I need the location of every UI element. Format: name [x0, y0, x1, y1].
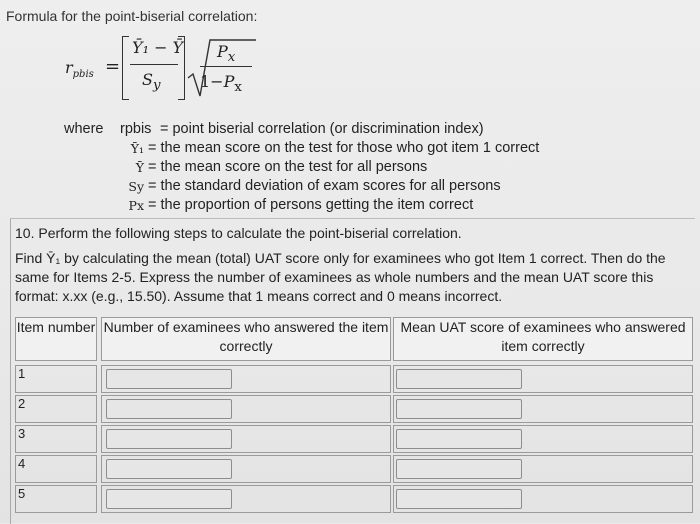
right-bracket — [178, 36, 185, 100]
count-input-item-3[interactable] — [106, 429, 232, 449]
mean-cell — [393, 485, 693, 513]
mean-cell — [393, 365, 693, 393]
question-heading: 10. Perform the following steps to calculate the point-biserial correlation. — [15, 225, 462, 241]
count-input-item-4[interactable] — [106, 459, 232, 479]
mean-cell — [393, 395, 693, 423]
table-row — [15, 363, 700, 393]
item-number: 3 — [15, 425, 97, 453]
definition-symbol: Sy — [128, 179, 144, 194]
mean-cell — [393, 425, 693, 453]
table-row — [15, 393, 700, 423]
header-mean-uat: Mean UAT score of examinees who answered item correctly — [393, 317, 693, 361]
mean-cell — [393, 455, 693, 483]
formula-mean-difference: Ȳ₁ − Ȳ — [132, 38, 184, 57]
count-input-item-1[interactable] — [106, 369, 232, 389]
question-block — [15, 224, 695, 312]
item-number: 5 — [15, 485, 97, 513]
formula-sd: $S_y$ — [142, 70, 161, 94]
definition-text: = point biserial correlation (or discrimination index) — [160, 121, 484, 137]
formula-one-minus-proportion: $1-P_x$ — [200, 72, 242, 96]
page-title: Formula for the point-biserial correlation: — [6, 8, 258, 24]
item-number: 1 — [15, 365, 97, 393]
count-input-item-5[interactable] — [106, 489, 232, 509]
table-row — [15, 423, 700, 453]
definition-text: = the mean score on the test for all persons — [148, 159, 428, 175]
item-number: 2 — [15, 395, 97, 423]
definition-text: = the standard deviation of exam scores for all persons — [148, 178, 501, 194]
question-body: Find Ȳ₁ by calculating the mean (total) UAT score only for examinees who got Item 1 correct. Then do the same for Items 2-5. Express the number of examinees as whole numbers and the mean UAT score this format: x.xx (e.g., 15.50). Assume that 1 means correct and 0 means incorrect. — [15, 250, 666, 304]
point-biserial-formula — [60, 36, 360, 106]
definition-symbol: Ȳ — [135, 160, 144, 175]
formula-proportion: $P_x$ — [217, 42, 236, 66]
count-cell — [101, 395, 391, 423]
header-count-correct: Number of examinees who answered the item correctly — [101, 317, 391, 361]
definition-symbol: Px — [128, 198, 144, 213]
fraction-bar — [130, 64, 178, 65]
mean-input-item-5[interactable] — [396, 489, 522, 509]
table-row — [15, 453, 700, 483]
mean-input-item-2[interactable] — [396, 399, 522, 419]
mean-input-item-1[interactable] — [396, 369, 522, 389]
where-label: where — [64, 121, 104, 137]
answer-table — [15, 317, 700, 523]
definition-symbol: Ȳ₁ — [130, 141, 144, 156]
formula-lhs: $r_{pbis}$ — [65, 58, 94, 81]
count-cell — [101, 365, 391, 393]
mean-input-item-4[interactable] — [396, 459, 522, 479]
count-cell — [101, 455, 391, 483]
count-cell — [101, 485, 391, 513]
definition-symbol: rpbis — [120, 121, 152, 137]
definition-text: = the proportion of persons getting the item correct — [148, 197, 474, 213]
header-item-number: Item number — [15, 317, 97, 361]
count-cell — [101, 425, 391, 453]
left-bracket — [122, 36, 129, 100]
mean-input-item-3[interactable] — [396, 429, 522, 449]
formula-equals: = — [105, 56, 121, 77]
count-input-item-2[interactable] — [106, 399, 232, 419]
table-row — [15, 483, 700, 513]
item-number: 4 — [15, 455, 97, 483]
fraction-bar — [200, 66, 252, 67]
definition-text: = the mean score on the test for those who got item 1 correct — [148, 140, 540, 156]
